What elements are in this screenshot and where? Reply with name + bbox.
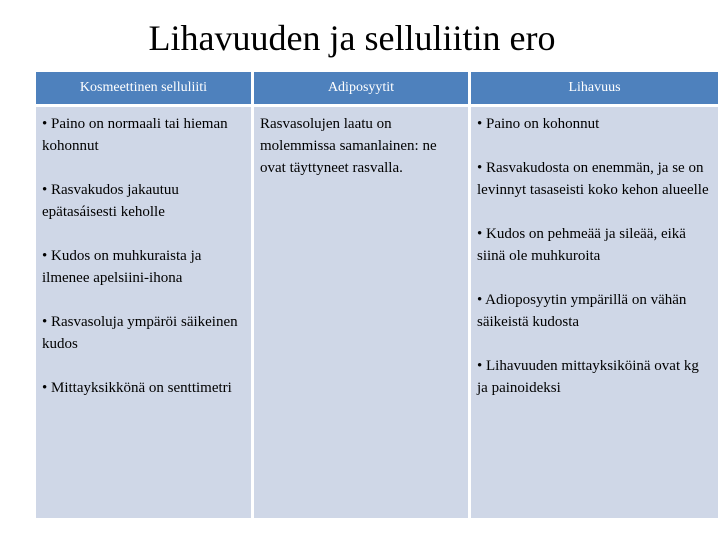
adipocytes-text: Rasvasolujen laatu on molemmissa samanlainen: ne ovat täyttyneet rasvalla. xyxy=(260,116,437,176)
obesity-point: • Lihavuuden mittayksiköinä ovat kg ja painoideksi xyxy=(477,358,699,396)
obesity-point: • Adioposyytin ympärillä on vähän säikeistä kudosta xyxy=(477,292,687,330)
slide-title: Lihavuuden ja selluliitin ero xyxy=(148,18,556,58)
cell-cellulite xyxy=(36,107,251,518)
cellulite-point: • Rasvasoluja ympäröi säikeinen kudos xyxy=(42,314,238,352)
cellulite-point: • Mittayksikkönä on senttimetri xyxy=(42,380,232,396)
header-cellulite: Kosmeettinen selluliiti xyxy=(36,72,251,104)
obesity-point: • Paino on kohonnut xyxy=(477,116,600,132)
cellulite-point: • Kudos on muhkuraista ja ilmenee apelsiini-ihona xyxy=(42,248,202,286)
header-adipocytes: Adiposyytit xyxy=(254,72,468,104)
cell-adipocytes xyxy=(254,107,468,518)
cell-obesity xyxy=(471,107,718,518)
obesity-point: • Kudos on pehmeää ja sileää, eikä siinä ole muhkuroita xyxy=(477,226,686,264)
obesity-point: • Rasvakudosta on enemmän, ja se on levinnyt tasaseisti koko kehon alueelle xyxy=(477,160,709,198)
header-obesity: Lihavuus xyxy=(471,72,718,104)
comparison-table xyxy=(36,72,718,518)
cellulite-point: • Paino on normaali tai hieman kohonnut xyxy=(42,116,228,154)
cellulite-point: • Rasvakudos jakautuu epätasáisesti keholle xyxy=(42,182,179,220)
